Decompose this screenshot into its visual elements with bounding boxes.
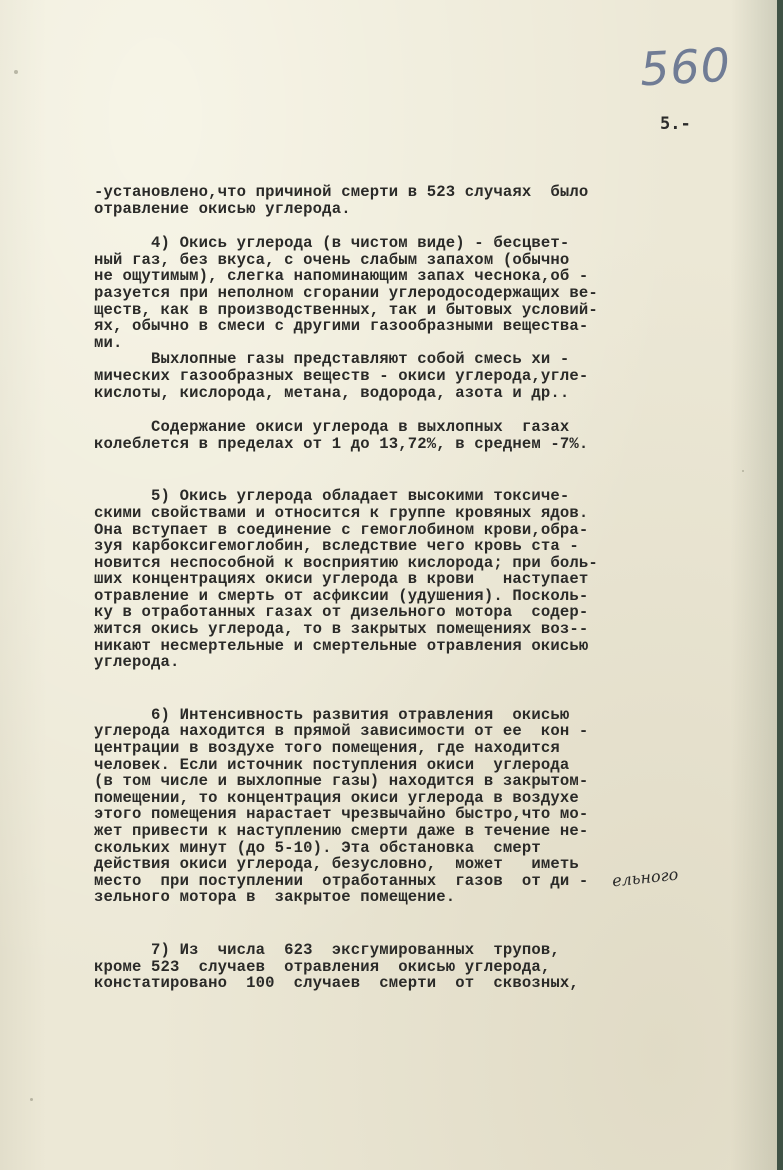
text-line: этого помещения нарастает чрезвычайно быстро,что мо- bbox=[94, 805, 589, 824]
paragraph-gap bbox=[94, 671, 694, 689]
text-line: действия окиси углерода, безусловно, может иметь bbox=[94, 855, 579, 874]
text-line: жет привести к наступлению смерти даже в течение не- bbox=[94, 822, 589, 840]
text-line: место при поступлении отработанных газов от ди - bbox=[94, 871, 589, 890]
paragraph-gap bbox=[94, 452, 694, 470]
paragraph-gap bbox=[94, 906, 694, 924]
paragraph-gap bbox=[94, 924, 694, 942]
paragraph-gap bbox=[94, 470, 694, 488]
text-line: ми. bbox=[94, 333, 123, 352]
text-line: кроме 523 случаев отравления окисью углерода, bbox=[94, 957, 551, 976]
paragraph-gap bbox=[94, 401, 694, 419]
text-line: 6) Интенсивность развития отравления окисью bbox=[94, 705, 570, 724]
folio-number-handwritten: 560 bbox=[638, 37, 733, 97]
text-line: зельного мотора в закрытое помещение. bbox=[94, 888, 456, 907]
text-line: 4) Окись углерода (в чистом виде) - бесцвет- bbox=[94, 234, 570, 253]
text-line: отравление окисью углерода. bbox=[94, 199, 351, 218]
text-line: человек. Если источник поступления окиси углерода bbox=[94, 755, 570, 774]
text-line: центрации в воздухе того помещения, где находится bbox=[94, 739, 560, 758]
text-line: разуется при неполном сгорании углеродосодержащих ве- bbox=[94, 283, 598, 302]
text-line: ях, обычно в смеси с другими газообразными вещества- bbox=[94, 317, 589, 336]
text-line: не ощутимым), слегка напоминающим запах чеснока,об - bbox=[94, 267, 589, 286]
text-line: ку в отработанных газах от дизельного мотора содер- bbox=[94, 603, 589, 622]
text-line: Выхлопные газы представляют собой смесь хи - bbox=[94, 350, 570, 369]
text-line: ществ, как в производственных, так и бытовых условий- bbox=[94, 300, 598, 319]
text-line: скими свойствами и относится к группе кровяных ядов. bbox=[94, 503, 589, 522]
text-line: колеблется в пределах от 1 до 13,72%, в среднем -7%. bbox=[94, 434, 589, 453]
text-line: углерода. bbox=[94, 653, 180, 672]
text-line: скольких минут (до 5-10). Эта обстановка смерт bbox=[94, 838, 541, 857]
text-line: ный газ, без вкуса, с очень слабым запахом (обычно bbox=[94, 250, 570, 269]
text-line: констатировано 100 случаев смерти от сквозных, bbox=[94, 974, 579, 993]
text-line: Содержание окиси углерода в выхлопных газах bbox=[94, 418, 570, 437]
text-line: отравление и смерть от асфиксии (удушения). Посколь- bbox=[94, 586, 589, 605]
text-line: мических газообразных веществ - окиси углерода,угле- bbox=[94, 366, 589, 385]
text-line: помещении, то концентрация окиси углерода в воздухе bbox=[94, 788, 579, 807]
typed-body-text bbox=[94, 184, 694, 992]
text-line: 5) Окись углерода обладает высокими токсиче- bbox=[94, 487, 570, 506]
page-number: 5.- bbox=[660, 114, 691, 134]
paragraph-gap bbox=[94, 689, 694, 707]
text-line: -установлено,что причиной смерти в 523 случаях было bbox=[94, 183, 589, 201]
text-line: ших концентрациях окиси углерода в крови наступает bbox=[94, 570, 589, 589]
paper-speck bbox=[742, 470, 744, 472]
handwritten-insertion: ельного bbox=[611, 864, 680, 891]
text-line: углерода находится в прямой зависимости от ее кон - bbox=[94, 722, 589, 741]
paper-speck bbox=[30, 1098, 33, 1101]
text-line: 7) Из числа 623 эксгумированных трупов, bbox=[94, 940, 560, 959]
paragraph-gap bbox=[94, 217, 694, 235]
text-line: зуя карбоксигемоглобин, вследствие чего кровь ста - bbox=[94, 537, 579, 556]
paper-speck bbox=[14, 70, 18, 74]
text-line: кислоты, кислорода, метана, водорода, азота и др.. bbox=[94, 383, 570, 402]
text-line: никают несмертельные и смертельные отравления окисью bbox=[94, 636, 589, 655]
text-line: новится неспособной к восприятию кислорода; при боль- bbox=[94, 553, 598, 572]
text-line: Она вступает в соединение с гемоглобином крови,обра- bbox=[94, 520, 589, 539]
text-line: жится окись углерода, то в закрытых помещениях воз-- bbox=[94, 620, 589, 639]
text-line: (в том числе и выхлопные газы) находится в закрытом- bbox=[94, 772, 589, 791]
